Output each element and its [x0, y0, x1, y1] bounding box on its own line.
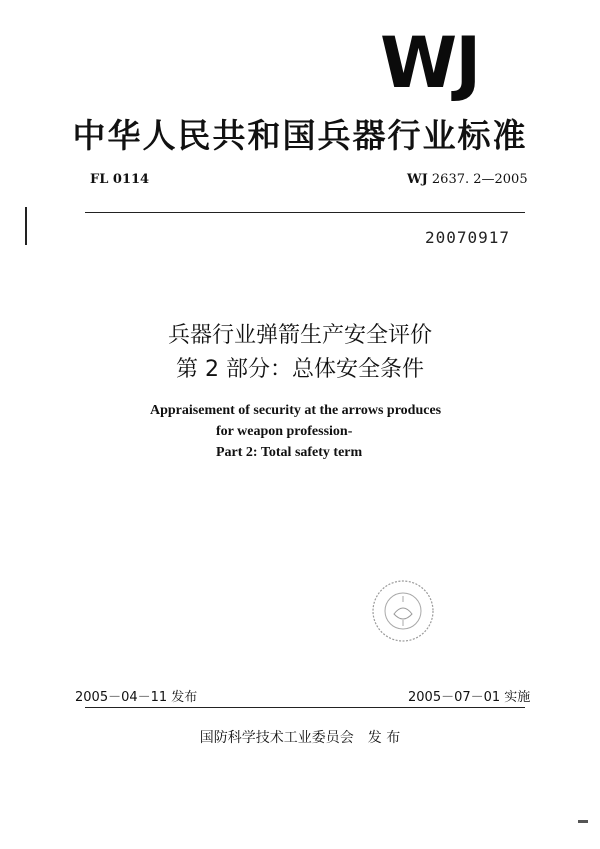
chinese-title-line-1: 兵器行业弹箭生产安全评价: [167, 323, 432, 348]
standard-number-prefix: WJ: [407, 172, 428, 187]
issuing-authority: [0, 727, 600, 747]
wj-logo: WJ: [380, 22, 480, 104]
chinese-title-line-2: 第 2 部分：总体安全条件: [176, 357, 424, 382]
english-title-line-3: Part 2: Total safety term: [216, 445, 363, 460]
standard-number: [407, 172, 528, 187]
scan-artifact: [578, 820, 588, 823]
fl-code: FL 0114: [90, 172, 150, 187]
issuer-action: 发 布: [367, 730, 401, 746]
library-seal-stamp: [370, 578, 436, 644]
archive-stamp-number: 20070917: [425, 228, 511, 247]
implementation-date: 2005－07－01 实施: [408, 690, 531, 705]
english-title-line-2: for weapon profession-: [216, 424, 353, 439]
margin-mark: [25, 207, 27, 245]
header-divider: [85, 212, 525, 213]
issue-date: 2005－04－11 发布: [75, 690, 198, 705]
standard-number-value: 2637. 2—2005: [427, 172, 528, 187]
english-title-line-1: Appraisement of security at the arrows produces: [150, 403, 442, 418]
footer-divider: [85, 707, 525, 708]
issuer-name: 国防科学技术工业委员会: [199, 730, 354, 746]
standard-category-title: 中华人民共和国兵器行业标准: [72, 116, 528, 155]
